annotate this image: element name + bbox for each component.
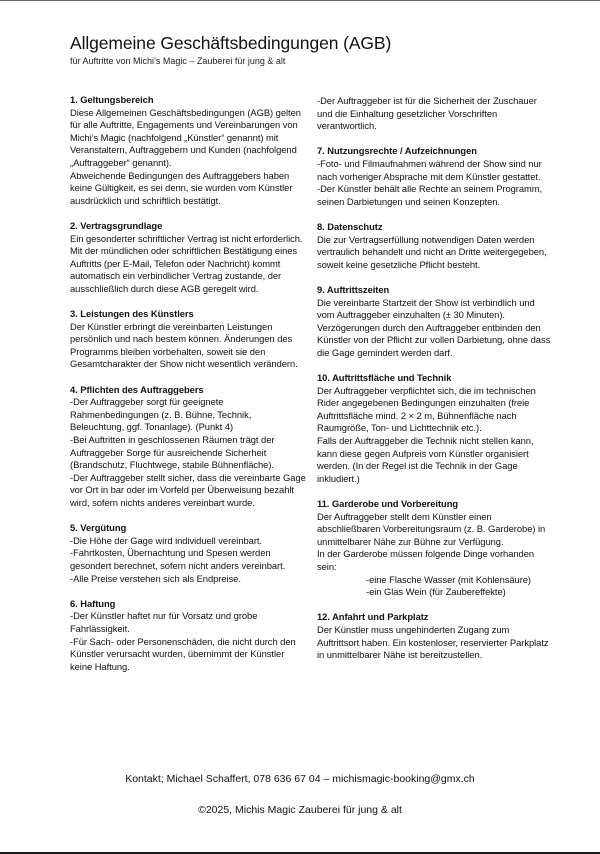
paragraph: Der Auftraggeber verpflichtet sich, die im technischen Rider angegebenen Bedingungen einzuhalten (freie Auftrittsfläche mind. 2 × 2 m, Bühnenfläche nach Raumgröße, Ton- und Lichttechnik etc.). [317,384,536,434]
section-heading: 8. Datenschutz [317,220,383,232]
section-heading: 11. Garderobe und Vorbereitung [317,498,459,509]
paragraph: -Der Auftraggeber sorgt für geeignete Rahmenbedingungen (z. B. Bühne, Technik, Beleuchtung, ggf. Tonanlage). (Punkt 4) [70,396,252,433]
section-garderobe [317,498,553,599]
paragraph: -Foto- und Filmaufnahmen während der Show sind nur nach vorheriger Absprache mit dem Künstler gestattet. [317,157,542,182]
section-pflichten [70,384,306,510]
paragraph: Ein gesonderter schriftlicher Vertrag ist nicht erforderlich. [70,232,303,244]
section-vertragsgrundlage [70,220,306,296]
paragraph: In der Garderobe müssen folgende Dinge vorhanden sein: [317,548,535,572]
section-heading: 6. Haftung [70,597,116,609]
paragraph: -Fahrtkosten, Übernachtung und Spesen werden gesondert berechnet, sofern nicht anders vereinbart. [70,547,286,571]
paragraph: Abweichende Bedingungen des Auftraggebers haben keine Gültigkeit, es sei denn, sie wurden vom Künstler ausdrücklich und schriftlich bestätigt. [70,169,293,206]
paragraph: -Die Höhe der Gage wird individuell vereinbart. [70,534,263,546]
paragraph: Mit der mündlichen oder schriftlichen Bestätigung eines Auftritts (per E-Mail, Telefon oder Nachricht) kommt automatisch ein verbindlicher Vertrag zustande, der ausschließlich durch diese AGB geregelt wird. [70,245,298,294]
paragraph: Der Künstler muss ungehinderten Zugang zum Auftrittsort haben. Ein kostenloser, reservierter Parkplatz in unmittelbarer Nähe ist bereitzustellen. [317,623,549,661]
top-rule [0,0,600,1]
paragraph: -Der Künstler behält alle Rechte an seinem Programm, seinen Darbietungen und seinen Konzepten. [317,183,543,207]
list-item: -ein Glas Wein (für Zaubereffekte) [366,586,506,598]
paragraph: Die zur Vertragserfüllung notwendigen Daten werden vertraulich behandelt und nicht an Dritte weitergegeben, soweit keine gesetzliche Pflicht besteht. [317,233,547,270]
paragraph: -Alle Preise verstehen sich als Endpreise. [70,572,241,584]
paragraph: -Der Auftraggeber stellt sicher, dass die vereinbarte Gage vor Ort in bar oder im Vorfeld per Überweisung bezahlt wird, sofern nichts anderes vereinbart wurde. [70,471,306,508]
document-header [70,33,391,67]
paragraph: Falls der Auftraggeber die Technik nicht stellen kann, kann diese gegen Aufpreis vom Künstler organisiert werden. (In der Regel ist die Technik in der Gage inkludiert.) [317,435,534,484]
section-auftrittsflaeche [317,372,553,485]
document-title: Allgemeine Geschäftsbedingungen (AGB) [70,33,392,53]
section-heading: 1. Geltungsbereich [70,94,154,105]
section-haftung [70,598,306,674]
paragraph: -Für Sach- oder Personenschäden, die nicht durch den Künstler verursacht wurden, übernimmt der Künstler keine Haftung. [70,635,296,672]
section-heading: 5. Vergütung [70,522,127,534]
footer-copyright: ©2025, Michis Magic Zauberei für jung & alt [198,804,402,816]
section-auftrittszeiten [317,284,553,360]
document-subtitle: für Auftritte von Michi’s Magic – Zauberei für jung & alt [70,56,286,66]
paragraph: -Bei Auftritten in geschlossenen Räumen trägt der Auftraggeber Sorge für ausreichende Sicherheit (Brandschutz, Fluchtwege, stabile Bühnenfläche). [70,434,275,471]
section-heading: 4. Pflichten des Auftraggebers [70,383,204,395]
section-heading: 2. Vertragsgrundlage [70,219,163,231]
section-anfahrt [317,611,553,661]
right-column [317,95,553,674]
paragraph: -Der Auftraggeber ist für die Sicherheit der Zuschauer und die Einhaltung gesetzlicher Vorschriften verantwortlich. [317,95,537,132]
section-heading: 12. Anfahrt und Parkplatz [317,611,429,623]
section-heading: 10. Auftrittsfläche und Technik [317,372,452,384]
section-heading: 3. Leistungen des Künstlers [70,308,194,320]
list-item: -eine Flasche Wasser (mit Kohlensäure) [366,573,532,585]
paragraph: Der Auftraggeber stellt dem Künstler einen abschließbaren Vorbereitungsraum (z. B. Garderobe) in unmittelbarer Nähe zur Bühne zur Verfügung. [317,510,546,547]
paragraph: -Der Künstler haftet nur für Vorsatz und grobe Fahrlässigkeit. [70,610,258,634]
left-column [70,94,306,686]
section-heading: 7. Nutzungsrechte / Aufzeichnungen [317,145,477,157]
section-heading: 9. Auftrittszeiten [317,283,390,295]
footer-contact: Kontakt; Michael Schaffert, 078 636 67 04 – michismagic-booking@gmx.ch [125,773,475,785]
section-leistungen [70,308,306,371]
section-nutzungsrechte [317,145,553,208]
paragraph: Diese Allgemeinen Geschäftsbedingungen (AGB) gelten für alle Auftritte, Engagements und Vereinbarungen von Michi’s Magic (nachfolgend „Künstler“ genannt) mit Veranstaltern, Auftraggebern und Kunden (nachfolgend „Auftraggeber“ genannt). [70,106,301,168]
section-geltungsbereich [70,94,306,207]
section-datenschutz [317,221,553,271]
paragraph: Die vereinbarte Startzeit der Show ist verbindlich und vom Auftraggeber einzuhalten (± 30 Minuten). Verzögerungen durch den Auftraggeber entbinden den Künstler von der Pflicht zur vollen Darbietung, ohne dass die Gage gemindert werden darf. [317,296,551,358]
section-verguetung [70,522,306,585]
section-haftung-continued [317,95,553,133]
paragraph: Der Künstler erbringt die vereinbarten Leistungen persönlich und nach bestem können. Änderungen des Programms bleiben vorbehalten, soweit sie den Gesamtcharakter der Show nicht wesentlich verändern. [70,320,298,370]
